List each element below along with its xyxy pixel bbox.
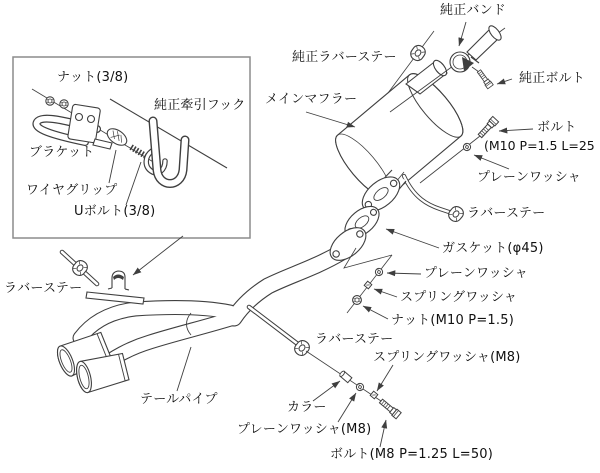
label-rubber-stay-right: ラバーステー [467, 206, 546, 221]
label-plain-washer-mid: プレーンワッシャ [424, 266, 528, 281]
inset-nut-1 [46, 97, 54, 105]
label-nut-3-8: ナット(3/8) [57, 70, 129, 85]
plain-washer-m8-part [355, 382, 365, 392]
label-oem-tow-hook: 純正牽引フック [154, 98, 246, 113]
label-nut-m10: ナット(M10 P=1.5) [391, 313, 514, 328]
label-oem-rubber-stay: 純正ラバーステー [292, 50, 397, 65]
rubber-stay-right-part [446, 204, 466, 224]
flange-stack-drawing [324, 170, 406, 313]
bolt-m10-part [477, 116, 499, 138]
hanger-bracket [112, 271, 125, 289]
label-gasket-45: ガスケット(φ45) [442, 241, 544, 256]
label-oem-bolt: 純正ボルト [519, 71, 586, 86]
label-spring-washer-m8: スプリングワッシャ(M8) [373, 350, 521, 365]
label-bolt-m10-spec: (M10 P=1.5 L=25 [484, 138, 595, 153]
oem-bolt-part [476, 69, 493, 89]
nut-m10-part [353, 296, 362, 305]
label-u-bolt-3-8: Uボルト(3/8) [74, 204, 156, 219]
label-bolt-m10: ボルト [537, 120, 577, 135]
collar-part [339, 370, 352, 382]
label-plain-washer-upper: プレーンワッシャ [477, 170, 581, 185]
label-wire-grip: ワイヤグリップ [26, 183, 118, 198]
label-plain-washer-m8: プレーンワッシャ(M8) [237, 422, 372, 437]
inset-nut-2 [60, 100, 68, 108]
oem-rubber-stay-part [408, 43, 427, 63]
bracket-plate [68, 104, 101, 143]
label-spring-washer: スプリングワッシャ [400, 290, 518, 305]
bolt-m8-part [378, 398, 401, 419]
label-bracket: ブラケット [29, 145, 95, 160]
right-hanger-rod [404, 176, 452, 213]
label-collar: カラー [287, 400, 327, 415]
label-bolt-m8: ボルト(M8 P=1.25 L=50) [330, 447, 494, 462]
plain-washer-mid-part [374, 267, 384, 277]
label-oem-band: 純正バンド [440, 3, 507, 18]
label-main-muffler: メインマフラー [265, 92, 358, 107]
label-rubber-stay-left: ラバーステー [4, 281, 83, 296]
label-tail-pipe: テールパイプ [140, 392, 218, 407]
hanger-bar [86, 292, 144, 304]
tail-pipe-drawing [54, 252, 342, 394]
inset-pointer-arrow [133, 236, 183, 275]
label-rubber-stay-mid: ラバーステー [315, 332, 394, 347]
